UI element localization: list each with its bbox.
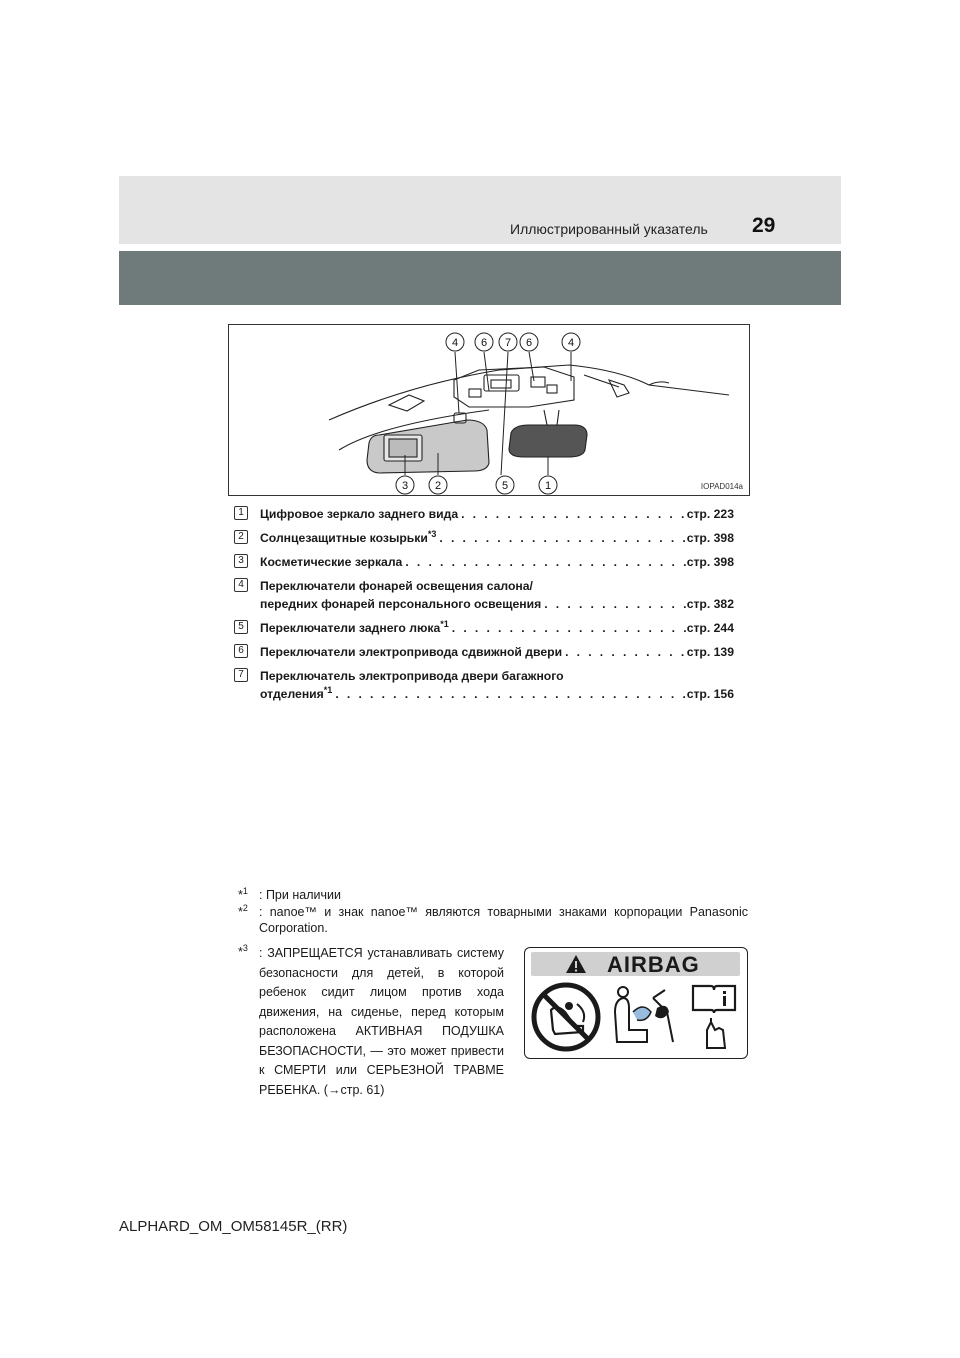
- callout-top-1: 4: [451, 337, 459, 349]
- section-title: Иллюстрированный указатель: [510, 221, 708, 237]
- footnote-text: : ЗАПРЕЩАЕТСЯ устанавливать систему безопасности для детей, в которой ребенок сидит лицом против хода движения, на сиденье, перед которым расположена АКТИВНАЯ ПОДУШКА БЕЗОПАСНОСТИ, — это может привести к СМЕРТИ или СЕРЬЕЗНОЙ ТРАВМЕ РЕБЕНКА. (→стр. 61): [259, 946, 504, 1097]
- item-list: [234, 505, 734, 709]
- warning-triangle-icon: [565, 954, 587, 974]
- list-item: [234, 643, 734, 661]
- item-label: Переключатель электропривода двери багажного: [260, 669, 564, 683]
- item-page-link[interactable]: стр. 244: [686, 621, 734, 635]
- footnote-text: : nanoe™ и знак nanoe™ являются товарными знаками корпорации Panasonic Corporation.: [259, 905, 748, 935]
- item-label-line2: отделения: [260, 687, 324, 701]
- list-item: [234, 667, 734, 703]
- item-page-link[interactable]: стр. 223: [686, 507, 734, 521]
- item-label: Цифровое зеркало заднего вида: [260, 507, 459, 521]
- footnote-mark: *: [238, 945, 243, 959]
- item-page-link[interactable]: стр. 156: [686, 687, 734, 701]
- page-number: 29: [752, 214, 776, 237]
- item-number: 1: [234, 506, 248, 520]
- item-label-line2: передних фонарей персонального освещения: [260, 597, 542, 611]
- item-page-link[interactable]: стр. 398: [686, 555, 734, 569]
- footnote-ref: *1: [323, 684, 333, 695]
- callout-bottom-1: 3: [401, 480, 409, 492]
- footnote-ref: *1: [440, 618, 449, 629]
- item-page-link[interactable]: стр. 382: [686, 597, 734, 611]
- footnote-ref: *3: [427, 528, 437, 539]
- item-page-link[interactable]: стр. 398: [686, 531, 734, 545]
- list-item: [234, 619, 734, 637]
- airbag-deployment-icon: [607, 982, 679, 1052]
- item-number: 4: [234, 578, 248, 592]
- footnote-mark: *: [238, 888, 243, 902]
- list-item: [234, 529, 734, 547]
- item-page-link[interactable]: стр. 139: [686, 645, 734, 659]
- item-number: 6: [234, 644, 248, 658]
- airbag-title: AIRBAG: [607, 952, 700, 977]
- airbag-warning-label: [524, 947, 748, 1059]
- item-label: Переключатели заднего люка: [260, 621, 441, 635]
- footnote-num: 2: [242, 902, 248, 913]
- callout-top-3: 7: [504, 337, 512, 349]
- document-id: ALPHARD_OM_OM58145R_(RR): [119, 1218, 348, 1235]
- section-bar: [119, 251, 841, 305]
- callout-top-4: 6: [525, 337, 533, 349]
- footnote-3: [238, 944, 504, 1100]
- airbag-header: [531, 952, 740, 976]
- item-number: 5: [234, 620, 248, 634]
- item-label: Солнцезащитные козырьки: [260, 531, 428, 545]
- illustration-drawing: [229, 325, 749, 495]
- footnote-num: 1: [242, 885, 248, 896]
- list-item: [234, 577, 734, 613]
- footnote-1: [238, 887, 748, 903]
- no-rear-facing-child-seat-icon: [531, 982, 601, 1052]
- item-label: Переключатели электропривода сдвижной двери: [260, 645, 563, 659]
- item-label: Косметические зеркала: [260, 555, 403, 569]
- callout-bottom-4: 1: [544, 480, 552, 492]
- callout-top-5: 4: [567, 337, 575, 349]
- callout-bottom-3: 5: [501, 480, 509, 492]
- image-code: IOPAD014a: [700, 482, 743, 491]
- overhead-console-illustration: [228, 324, 750, 496]
- footnote-2: [238, 904, 748, 936]
- callout-bottom-2: 2: [434, 480, 442, 492]
- read-manual-icon: [689, 982, 739, 1052]
- list-item: [234, 553, 734, 571]
- footnote-text: : При наличии: [259, 888, 341, 902]
- footnote-mark: *: [238, 905, 243, 919]
- item-number: 7: [234, 668, 248, 682]
- item-number: 2: [234, 530, 248, 544]
- list-item: [234, 505, 734, 523]
- callout-top-2: 6: [480, 337, 488, 349]
- footnote-num: 3: [242, 942, 248, 953]
- item-label: Переключатели фонарей освещения салона/: [260, 579, 533, 593]
- header-band: [119, 176, 841, 244]
- item-number: 3: [234, 554, 248, 568]
